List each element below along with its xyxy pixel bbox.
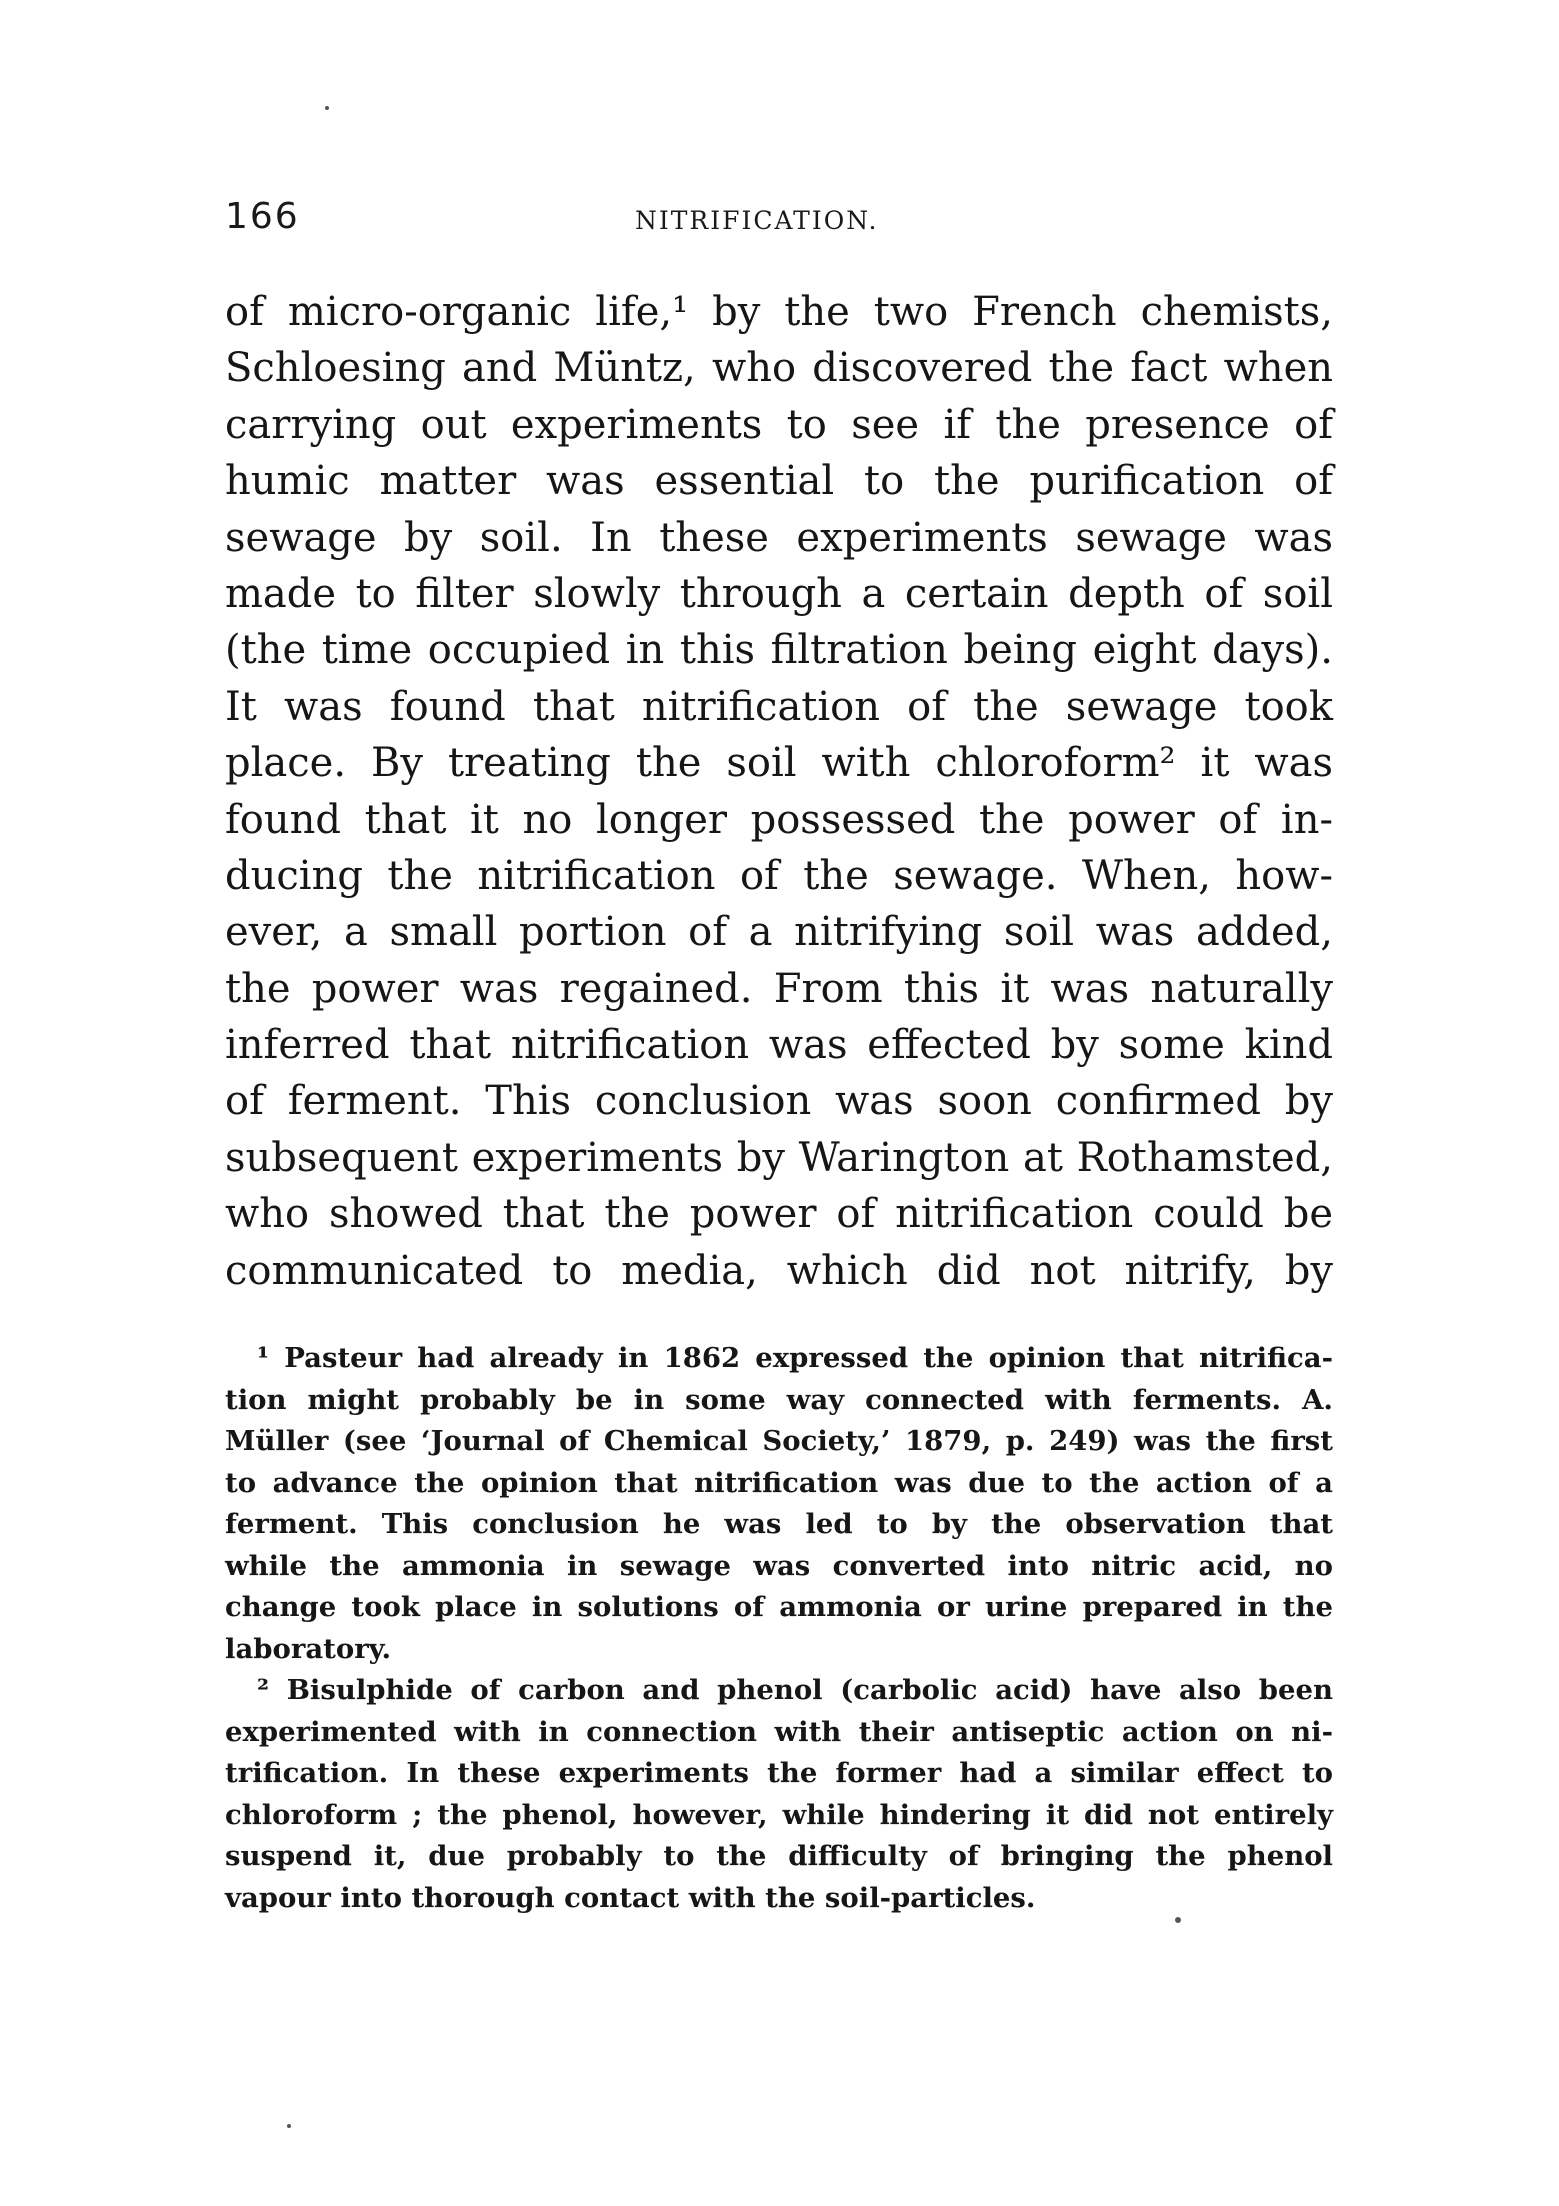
footnote-line: suspend it, due probably to the difficulty of bringing the phenol xyxy=(225,1840,1333,1872)
text-line: communicated to media, which did not nitrify, by xyxy=(225,1247,1333,1294)
paper-speck xyxy=(325,106,329,110)
main-paragraph xyxy=(225,284,1333,1299)
text-line: who showed that the power of nitrification could be xyxy=(225,1191,1333,1238)
footnote-line: laboratory. xyxy=(225,1632,392,1665)
text-line: sewage by soil. In these experiments sewage was xyxy=(225,514,1333,561)
footnote-line: ¹ Pasteur had already in 1862 expressed the opinion that nitrifica- xyxy=(257,1342,1333,1374)
text-line: (the time occupied in this filtration being eight days). xyxy=(225,627,1333,674)
footnotes xyxy=(225,1338,1333,1919)
footnote-line: trification. In these experiments the former had a similar effect to xyxy=(225,1757,1333,1789)
footnote-2 xyxy=(225,1670,1333,1919)
running-head: NITRIFICATION. xyxy=(635,206,879,235)
page-number: 166 xyxy=(225,196,300,237)
text-line: Schloesing and Müntz, who discovered the fact when xyxy=(225,345,1333,392)
footnote-line: change took place in solutions of ammonia or urine prepared in the xyxy=(225,1591,1333,1623)
text-line: It was found that nitrification of the sewage took xyxy=(225,683,1333,730)
text-line: found that it no longer possessed the power of in- xyxy=(225,796,1333,843)
text-line: inferred that nitrification was effected by some kind xyxy=(225,1022,1333,1069)
footnote-line: ² Bisulphide of carbon and phenol (carbolic acid) have also been xyxy=(257,1674,1333,1706)
text-line: ducing the nitrification of the sewage. When, how- xyxy=(225,852,1333,899)
text-line: ever, a small portion of a nitrifying soil was added, xyxy=(225,909,1333,956)
footnote-line: vapour into thorough contact with the soil-particles. xyxy=(225,1881,1036,1914)
footnote-line: while the ammonia in sewage was converted into nitric acid, no xyxy=(225,1549,1333,1582)
page-header xyxy=(225,196,1333,246)
footnote-line: chloroform ; the phenol, however, while hindering it did not entirely xyxy=(225,1798,1333,1831)
paper-speck xyxy=(1175,1917,1181,1923)
text-line: place. By treating the soil with chloroform² it was xyxy=(225,740,1333,787)
paper-speck xyxy=(287,2124,291,2128)
text-line: of ferment. This conclusion was soon confirmed by xyxy=(225,1078,1333,1125)
text-line: the power was regained. From this it was naturally xyxy=(225,965,1333,1012)
footnote-line: experimented with in connection with their antiseptic action on ni- xyxy=(225,1715,1333,1748)
footnote-line: Müller (see ‘Journal of Chemical Society,’ 1879, p. 249) was the first xyxy=(225,1425,1333,1457)
text-line: of micro-organic life,¹ by the two French chemists, xyxy=(225,289,1333,335)
text-line: carrying out experiments to see if the presence of xyxy=(225,401,1333,448)
footnote-line: tion might probably be in some way connected with ferments. A. xyxy=(225,1383,1333,1416)
footnote-line: ferment. This conclusion he was led to by the observation that xyxy=(225,1508,1333,1540)
footnote-1 xyxy=(225,1338,1333,1670)
text-line: humic matter was essential to the purification of xyxy=(225,458,1333,505)
text-line: subsequent experiments by Warington at Rothamsted, xyxy=(225,1134,1333,1181)
text-line: made to filter slowly through a certain depth of soil xyxy=(225,570,1333,617)
footnote-line: to advance the opinion that nitrification was due to the action of a xyxy=(225,1466,1333,1499)
